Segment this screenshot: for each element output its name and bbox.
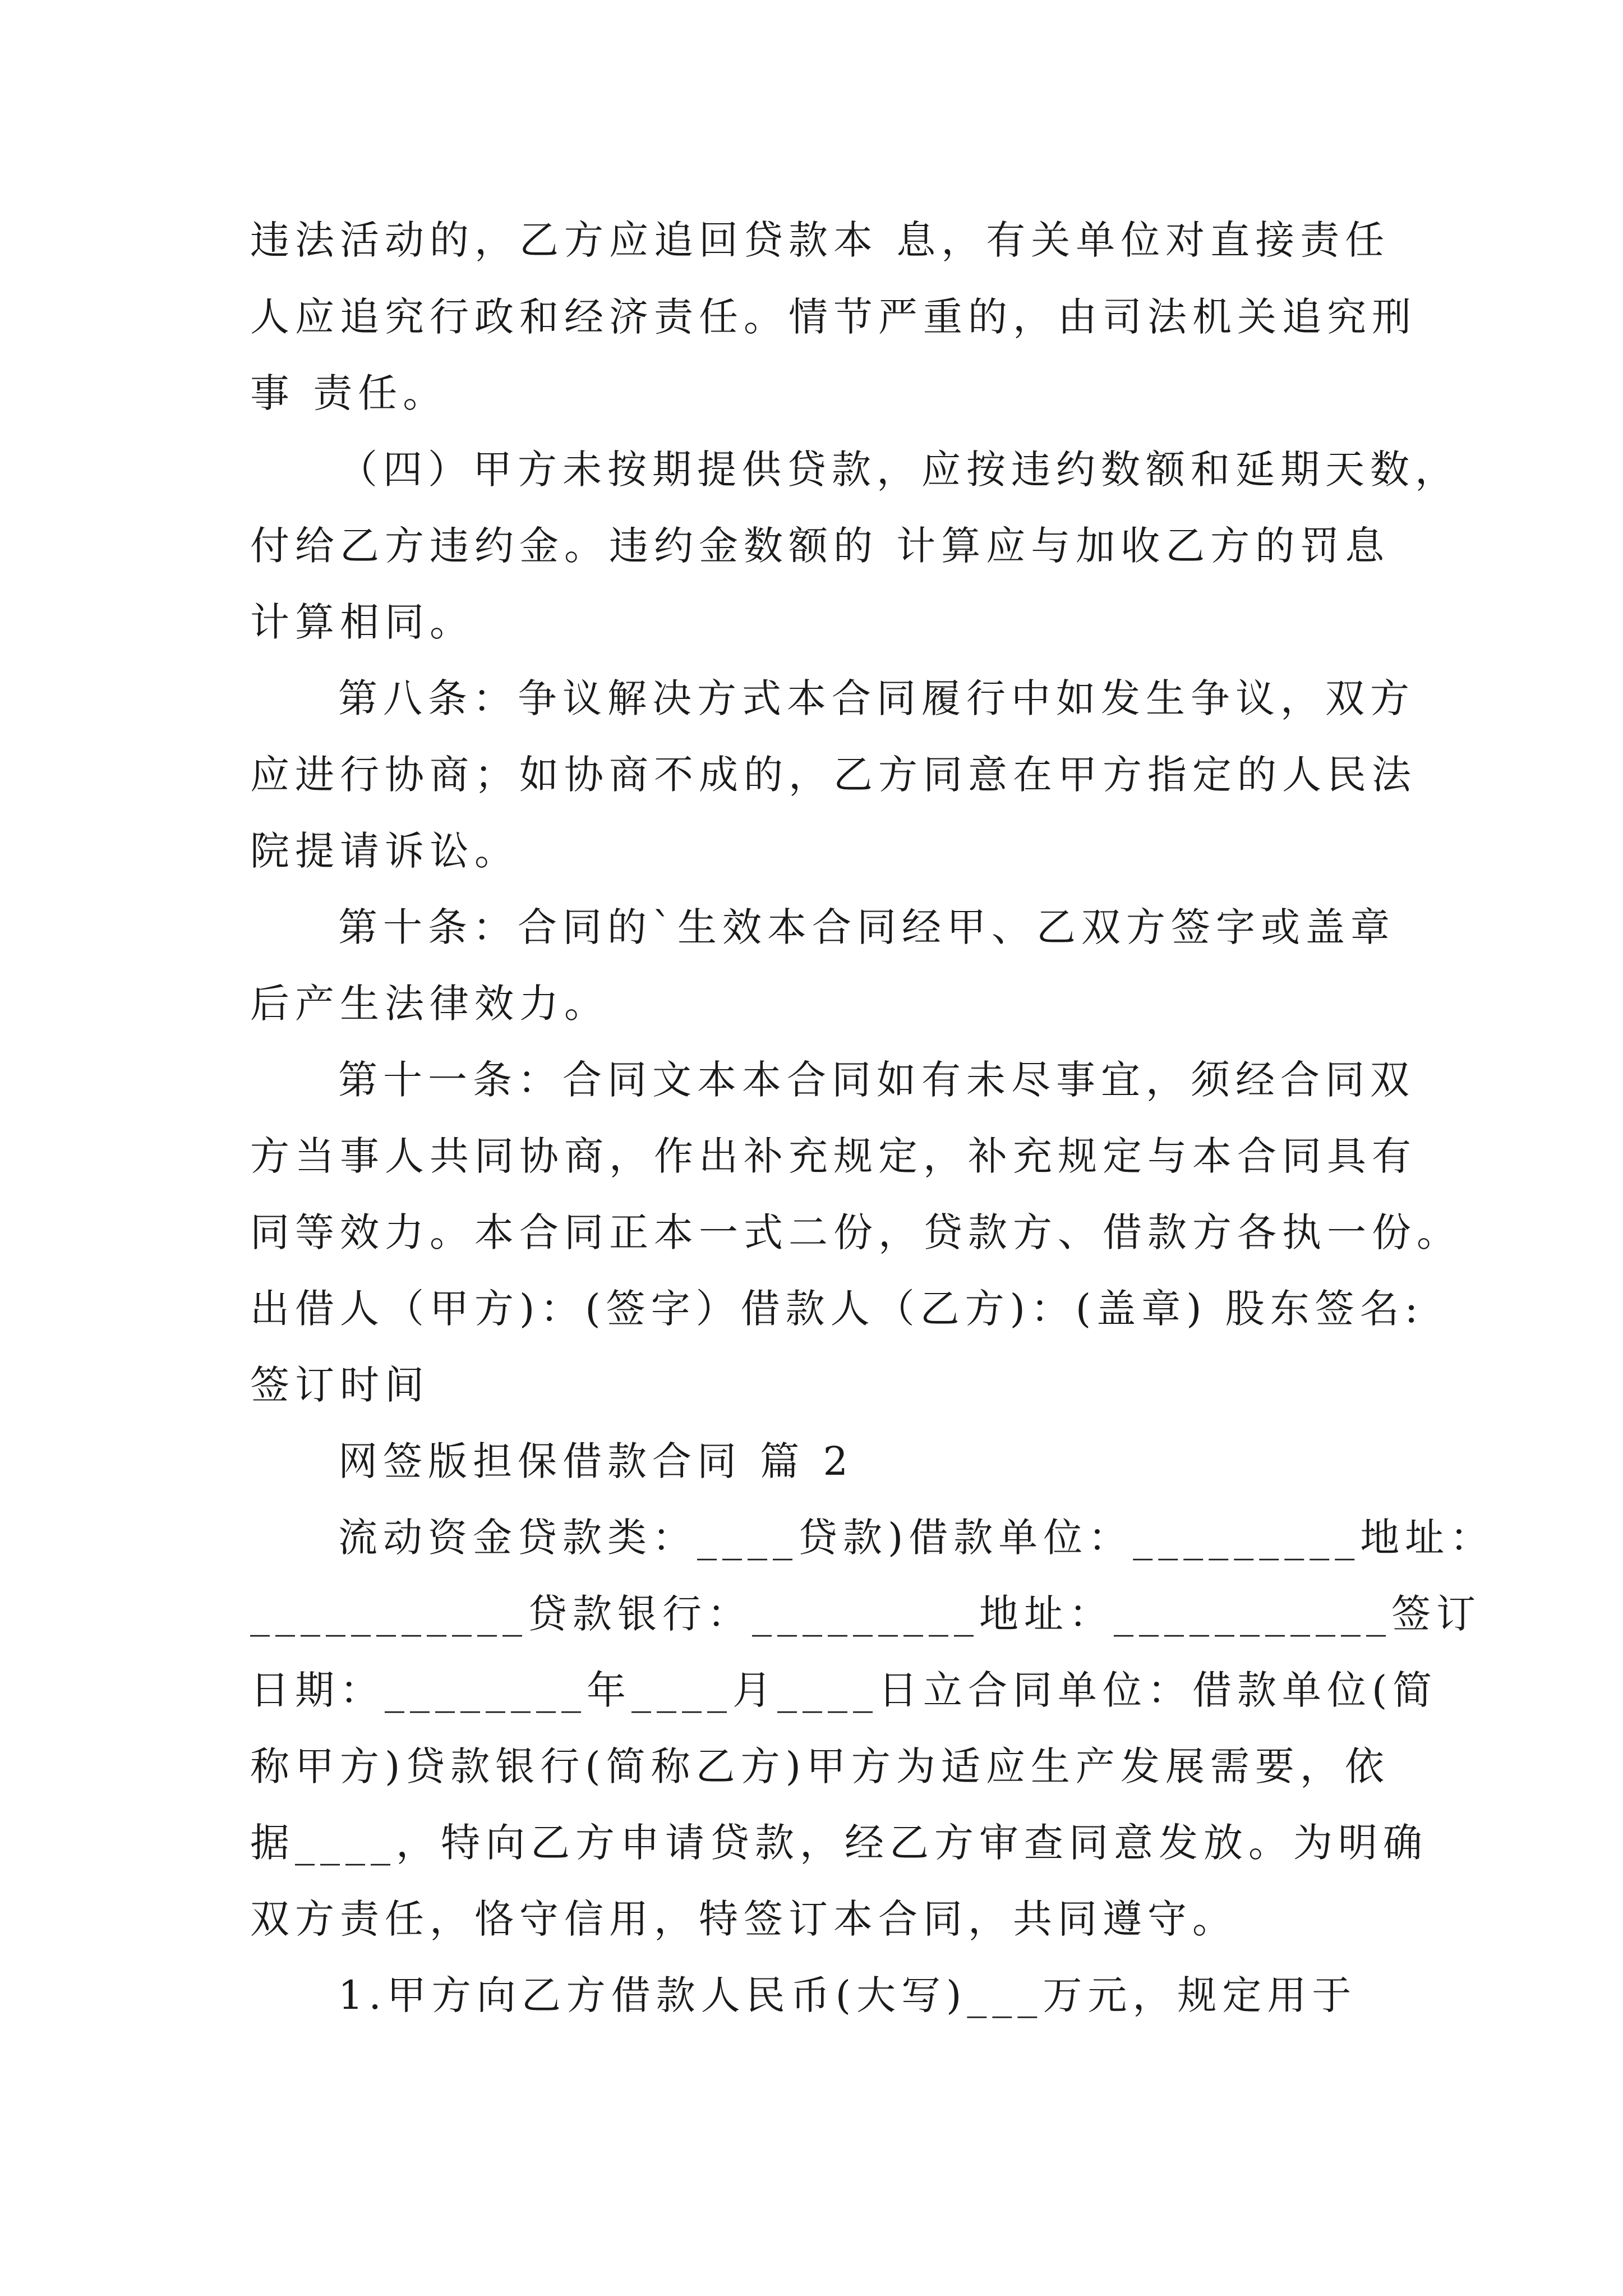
text-line: 1.甲方向乙方借款人民币(大写)___万元，规定用于 — [338, 1972, 1357, 2018]
text-line: （四）甲方未按期提供贷款，应按违约数额和延期天数， — [338, 447, 1460, 493]
text-line: 称甲方)贷款银行(简称乙方)甲方为适应生产发展需要，依 — [250, 1743, 1390, 1789]
text-line: 后产生法律效力。 — [250, 981, 609, 1027]
text-line: 事 责任。 — [250, 370, 448, 416]
text-line: 第八条：争议解决方式本合同履行中如发生争议，双方 — [338, 675, 1415, 721]
text-line: 方当事人共同协商，作出补充规定，补充规定与本合同具有 — [250, 1133, 1417, 1179]
text-line: 违法活动的，乙方应追回贷款本 息，有关单位对直接责任 — [250, 217, 1390, 263]
text-line: 人应追究行政和经济责任。情节严重的，由司法机关追究刑 — [250, 294, 1417, 340]
text-line: 付给乙方违约金。违约金数额的 计算应与加收乙方的罚息 — [250, 523, 1390, 569]
text-line: 日期：________年____月____日立合同单位：借款单位(简 — [250, 1667, 1438, 1713]
section-heading: 网签版担保借款合同 篇 2 — [338, 1438, 854, 1484]
text-line: 流动资金贷款类：____贷款)借款单位：_________地址： — [338, 1515, 1495, 1561]
text-line: 据____，特向乙方申请贷款，经乙方审查同意发放。为明确 — [250, 1820, 1428, 1866]
text-line: 双方责任，恪守信用，特签订本合同，共同遵守。 — [250, 1896, 1237, 1942]
text-line: 计算相同。 — [250, 599, 474, 645]
text-line: 同等效力。本合同正本一式二份，贷款方、借款方各执一份。 — [250, 1209, 1461, 1255]
text-line: 第十条：合同的`生效本合同经甲、乙双方签字或盖章 — [338, 904, 1395, 950]
text-line: 院提请诉讼。 — [250, 828, 519, 874]
text-line: ___________贷款银行：_________地址：___________签订 — [250, 1591, 1481, 1637]
text-line: 应进行协商；如协商不成的，乙方同意在甲方指定的人民法 — [250, 752, 1417, 798]
text-line: 签订时间 — [250, 1362, 430, 1408]
text-line: 第十一条：合同文本本合同如有未尽事宜，须经合同双 — [338, 1057, 1415, 1103]
text-line: 出借人（甲方)：(签字）借款人（乙方)：(盖章) 股东签名: — [250, 1286, 1424, 1332]
